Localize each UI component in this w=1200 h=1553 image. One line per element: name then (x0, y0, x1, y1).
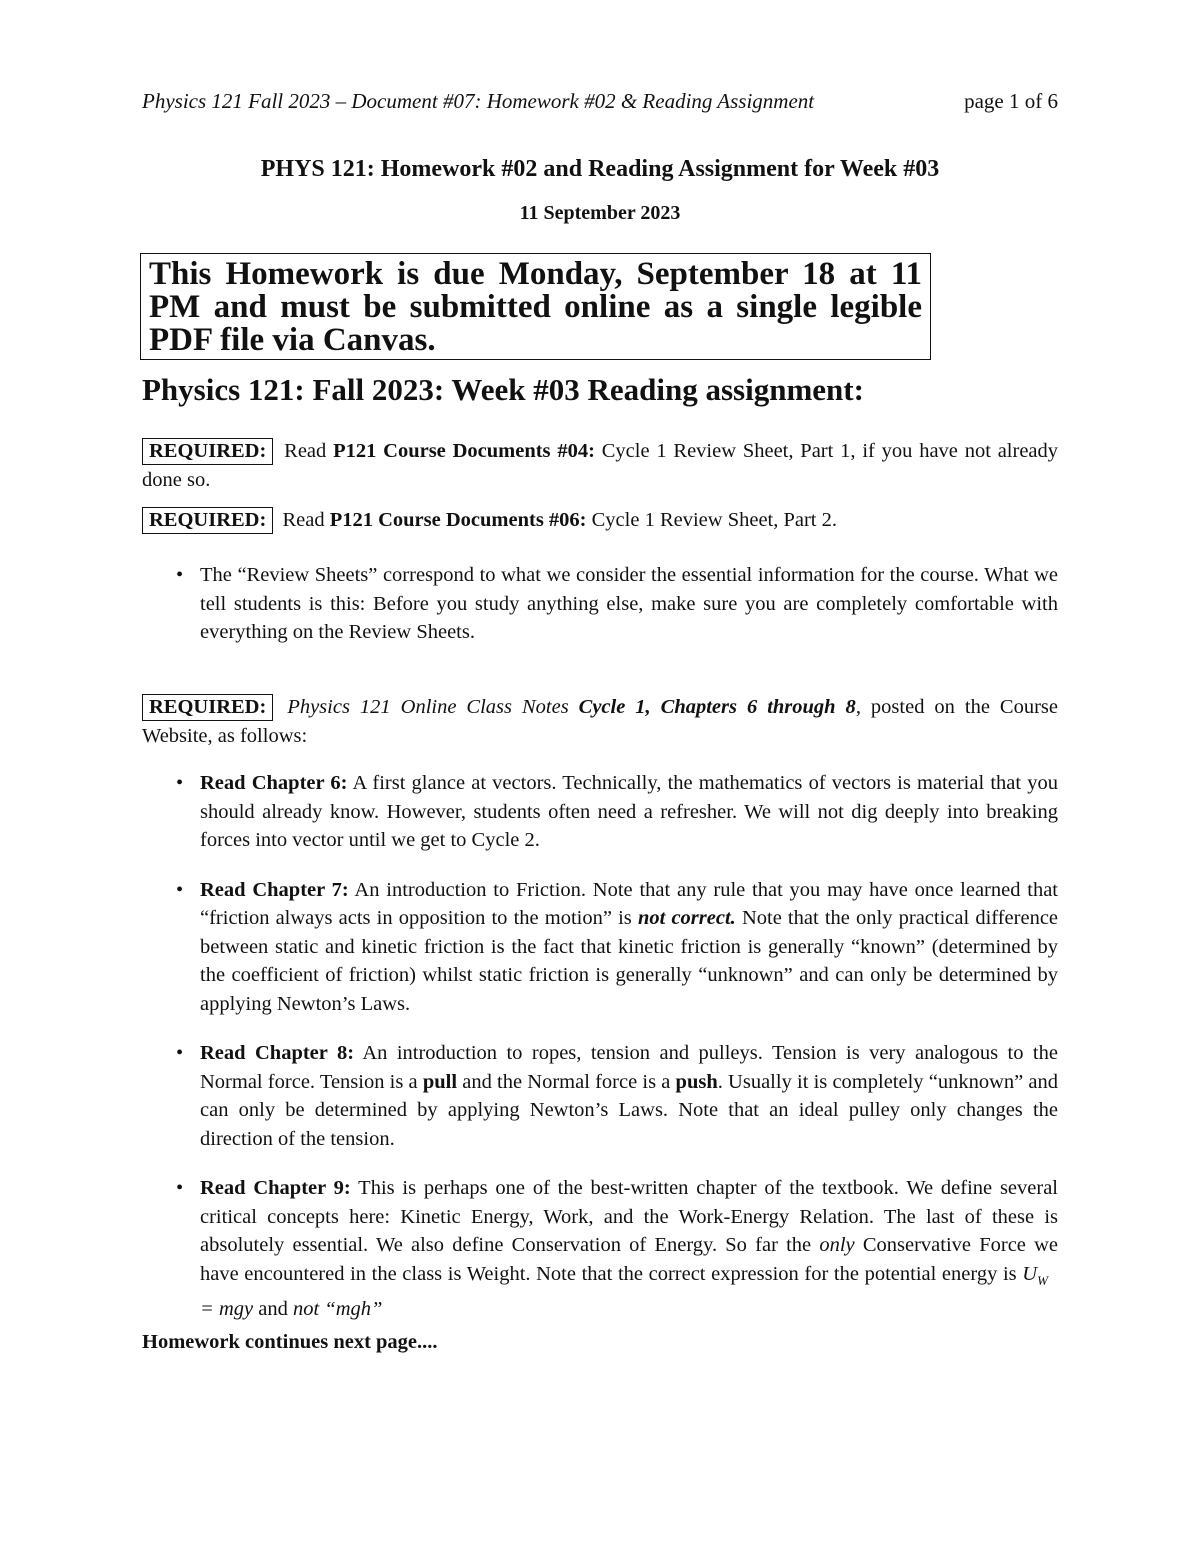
incorrect-formula: “mgh” (324, 1298, 383, 1321)
required-item-3 (142, 693, 1058, 750)
document-title: PHYS 121: Homework #02 and Reading Assignment for Week #03 (260, 156, 940, 182)
required-label: REQUIRED: (142, 694, 273, 721)
review-bullet (176, 561, 1058, 647)
list-item-chapter-8 (176, 1039, 1058, 1153)
chapter-text-continued: Conservative Force we have encountered in the class is Weight. Note that the correct expression for the potential energy is (200, 1234, 1058, 1285)
emphasis-not-correct: not correct. (637, 907, 736, 929)
required-label: REQUIRED: (142, 438, 273, 465)
chapter-text-end: . Usually it is completely “unknown” and can only be determined by applying Newton’s Laws. Note that an ideal pulley only changes the direction of the tension. (200, 1070, 1059, 1150)
list-item-chapter-6 (176, 769, 1058, 855)
read-word: Read (284, 440, 327, 462)
formula-rhs: = mgy (200, 1298, 254, 1321)
course-doc-description: Cycle 1 Review Sheet, Part 2. (591, 509, 838, 531)
chapter-label: Read Chapter 6: (200, 772, 348, 794)
chapter-text-continued: and the Normal force is a (462, 1070, 671, 1093)
bullet-icon: • (176, 564, 184, 586)
chapter-label: Read Chapter 7: (200, 878, 349, 901)
chapter-text: This is perhaps one of the best-written chapter of the textbook. We define several critical concepts here: Kinetic Energy, Work, and the Work-Energy Relation. The last of these is absolutely essential. We also define Conservation of Energy. So far the (200, 1177, 1058, 1256)
bullet-icon: • (176, 1177, 184, 1199)
due-date-notice: This Homework is due Monday, September 18 at 11 PM and must be submitted online as a single legible PDF file via Canvas. (140, 253, 931, 360)
formula-symbol: U (1022, 1262, 1038, 1285)
emphasis-only: only (819, 1234, 855, 1256)
formula-subscript: W⃗ (1037, 1272, 1059, 1288)
chapter-label: Read Chapter 8: (200, 1042, 355, 1064)
document-date: 11 September 2023 (519, 202, 681, 224)
chapter-text-continued: Note that the only practical difference between static and kinetic friction is the fact that kinetic friction is generally “known” (determined by the coefficient of friction) whilst static friction is generally “unknown” and can only be determined by applying Newton’s Laws. (200, 907, 1059, 1015)
review-bullet-list (176, 561, 1058, 647)
emphasis-push: push (675, 1070, 718, 1093)
chapter-text-and: and (258, 1298, 288, 1321)
page-number: page 1 of 6 (964, 89, 1058, 113)
class-notes-title: Physics 121 Online Class Notes (287, 696, 569, 718)
chapter-text: A first glance at vectors. Technically, the mathematics of vectors is material that you should already know. However, students often need a refresher. We will not dig deeply into breaking forces into vector until we get to Cycle 2. (200, 772, 1058, 851)
required-label: REQUIRED: (142, 507, 273, 534)
chapters-range: Cycle 1, Chapters 6 through 8 (578, 696, 856, 718)
list-item-chapter-7 (176, 876, 1058, 1019)
bullet-icon: • (176, 878, 184, 901)
header-title: Physics 121 Fall 2023 – Document #07: Homework #02 & Reading Assignment (142, 89, 815, 113)
list-item-chapter-9 (176, 1174, 1058, 1324)
emphasis-pull: pull (422, 1070, 458, 1093)
reading-heading: Physics 121: Fall 2023: Week #03 Reading assignment: (142, 372, 864, 407)
required-item-2 (142, 506, 1058, 535)
required-item-1 (142, 437, 1058, 494)
review-bullet-text: The “Review Sheets” correspond to what we consider the essential information for the course. What we tell students is this: Before you study anything else, make sure you are completely comfortable with everything on the Review Sheets. (200, 564, 1058, 643)
course-doc-name: P121 Course Documents #04: (333, 440, 595, 462)
course-doc-name: P121 Course Documents #06: (329, 509, 587, 531)
chapter-label: Read Chapter 9: (200, 1177, 351, 1199)
running-header (142, 89, 1058, 114)
chapter-text: An introduction to Friction. Note that any rule that you may have once learned that “friction always acts in opposition to the motion” is (200, 878, 1059, 929)
continues-note: Homework continues next page.... (142, 1331, 438, 1353)
chapter-list (176, 769, 1058, 1324)
read-word: Read (282, 509, 325, 531)
emphasis-not: not (292, 1298, 320, 1321)
chapter-text: An introduction to ropes, tension and pulleys. Tension is very analogous to the Normal force. Tension is a (200, 1042, 1058, 1093)
bullet-icon: • (176, 772, 184, 794)
class-notes-location: , posted on the Course Website, as follows: (142, 696, 1059, 747)
bullet-icon: • (176, 1042, 184, 1064)
course-doc-description: Cycle 1 Review Sheet, Part 1, if you have not already done so. (142, 440, 1059, 491)
